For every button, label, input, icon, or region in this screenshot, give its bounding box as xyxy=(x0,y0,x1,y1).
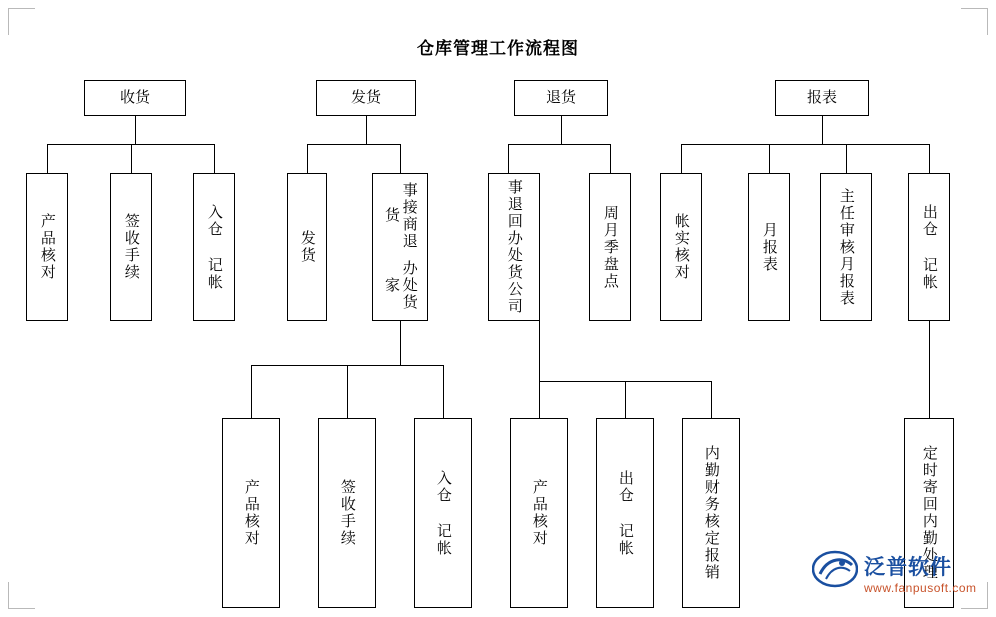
connector-shipping-stem xyxy=(366,116,367,144)
fanpu-logo-icon xyxy=(812,549,858,589)
node-shipping-sub-1: 产品核对 xyxy=(222,418,280,608)
node-reports-sub-1: 定时寄回内勤处理 xyxy=(904,418,954,608)
node-receiving-child-3: 入仓 记帐 xyxy=(193,173,235,321)
connector-reports-stem xyxy=(822,116,823,144)
connector-shipping-sub-stem xyxy=(400,321,401,365)
node-shipping-sub-3: 入仓 记帐 xyxy=(414,418,472,608)
node-reports-child-4: 出仓 记帐 xyxy=(908,173,950,321)
connector-shipping-bus xyxy=(307,144,400,145)
node-receiving-root: 收货 xyxy=(84,80,186,116)
node-returns-sub-2: 出仓 记帐 xyxy=(596,418,654,608)
connector-receiving-drop-2 xyxy=(131,144,132,173)
node-shipping-child-2: 办处货家 事接商退货 xyxy=(372,173,428,321)
connector-returns-drop-2 xyxy=(610,144,611,173)
node-shipping-sub-2: 签收手续 xyxy=(318,418,376,608)
node-shipping-child-1: 发货 xyxy=(287,173,327,321)
connector-receiving-drop-1 xyxy=(47,144,48,173)
node-receiving-child-2: 签收手续 xyxy=(110,173,152,321)
node-reports-root: 报表 xyxy=(775,80,869,116)
page-corner-bottom-left xyxy=(8,582,35,609)
connector-returns-sub-stem xyxy=(539,321,540,381)
watermark-brand: 泛普软件 xyxy=(864,556,952,579)
connector-reports-drop-2 xyxy=(769,144,770,173)
watermark-url: www.fanpusoft.com xyxy=(864,581,977,595)
watermark-logo xyxy=(812,545,982,607)
connector-reports-drop-4 xyxy=(929,144,930,173)
connector-reports-drop-1 xyxy=(681,144,682,173)
connector-reports-sub-stem xyxy=(929,321,930,418)
connector-returns-sub-drop-3 xyxy=(711,381,712,418)
page-corner-top-right xyxy=(961,8,988,35)
node-returns-child-1: 办处货公司 事退回 xyxy=(488,173,540,321)
node-returns-child-2: 周月季盘点 xyxy=(589,173,631,321)
node-reports-child-3: 月报表 主任审核 xyxy=(820,173,872,321)
node-reports-child-2: 月报表 xyxy=(748,173,790,321)
connector-returns-bus xyxy=(508,144,610,145)
node-returns-root: 退货 xyxy=(514,80,608,116)
connector-returns-sub-drop-2 xyxy=(625,381,626,418)
connector-shipping-sub-drop-3 xyxy=(443,365,444,418)
connector-shipping-sub-drop-2 xyxy=(347,365,348,418)
connector-reports-drop-3 xyxy=(846,144,847,173)
connector-shipping-sub-drop-1 xyxy=(251,365,252,418)
connector-returns-drop-1 xyxy=(508,144,509,173)
node-shipping-root: 发货 xyxy=(316,80,416,116)
node-returns-sub-3: 内勤财务核定报销 xyxy=(682,418,740,608)
page-corner-top-left xyxy=(8,8,35,35)
node-returns-sub-1: 产品核对 xyxy=(510,418,568,608)
connector-receiving-drop-3 xyxy=(214,144,215,173)
connector-returns-stem xyxy=(561,116,562,144)
connector-shipping-drop-1 xyxy=(307,144,308,173)
page-title: 仓库管理工作流程图 xyxy=(417,39,579,58)
node-receiving-child-1: 产品核对 xyxy=(26,173,68,321)
connector-returns-sub-drop-1 xyxy=(539,381,540,418)
connector-reports-bus xyxy=(681,144,929,145)
connector-shipping-drop-2 xyxy=(400,144,401,173)
node-reports-child-1: 帐实核对 xyxy=(660,173,702,321)
connector-receiving-stem xyxy=(135,116,136,144)
